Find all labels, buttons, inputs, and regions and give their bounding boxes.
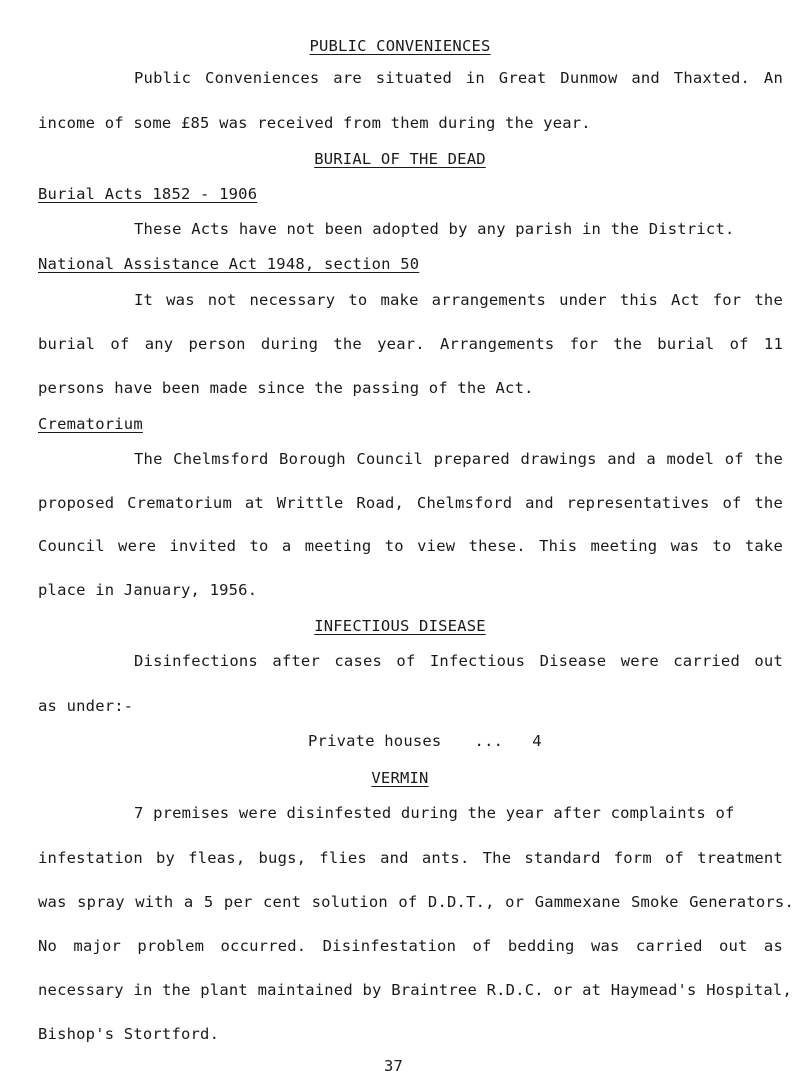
disinfection-row bbox=[308, 731, 542, 751]
paragraph-line: income of some £85 was received from them during the year. bbox=[38, 114, 591, 132]
subheading-crematorium: Crematorium bbox=[38, 415, 143, 433]
paragraph-line: Public Conveniences are situated in Great Dunmow and Thaxted. An bbox=[134, 69, 783, 87]
page-number: 37 bbox=[384, 1057, 404, 1075]
paragraph-line: was spray with a 5 per cent solution of D.D.T., or Gammexane Smoke Generators. bbox=[38, 893, 794, 911]
paragraph-line: These Acts have not been adopted by any parish in the District. bbox=[134, 220, 735, 238]
paragraph-line: necessary in the plant maintained by Braintree R.D.C. or at Haymead's Hospital, bbox=[38, 981, 792, 999]
subheading-burial-acts: Burial Acts 1852 - 1906 bbox=[38, 185, 258, 203]
heading-infectious-disease: INFECTIOUS DISEASE bbox=[314, 617, 486, 635]
paragraph-line: as under:- bbox=[38, 697, 134, 715]
paragraph-line: Bishop's Stortford. bbox=[38, 1025, 220, 1043]
paragraph-line: The Chelmsford Borough Council prepared drawings and a model of the bbox=[134, 450, 783, 468]
heading-public-conveniences: PUBLIC CONVENIENCES bbox=[309, 37, 491, 55]
paragraph-line: persons have been made since the passing of the Act. bbox=[38, 379, 534, 397]
paragraph-line: place in January, 1956. bbox=[38, 581, 258, 599]
subheading-national-assistance-act: National Assistance Act 1948, section 50 bbox=[38, 255, 420, 273]
paragraph-line: burial of any person during the year. Arrangements for the burial of 11 bbox=[38, 335, 783, 353]
paragraph-line: infestation by fleas, bugs, flies and ants. The standard form of treatment bbox=[38, 849, 783, 867]
paragraph-line: proposed Crematorium at Writtle Road, Chelmsford and representatives of the bbox=[38, 494, 783, 512]
paragraph-line: 7 premises were disinfested during the year after complaints of bbox=[134, 804, 735, 822]
paragraph-line: Council were invited to a meeting to view these. This meeting was to take bbox=[38, 537, 783, 555]
disinfection-leader: ... bbox=[474, 732, 504, 750]
paragraph-line: It was not necessary to make arrangements under this Act for the bbox=[134, 291, 783, 309]
disinfection-value: 4 bbox=[532, 732, 542, 750]
paragraph-line: Disinfections after cases of Infectious Disease were carried out bbox=[134, 652, 783, 670]
paragraph-line: No major problem occurred. Disinfestation of bedding was carried out as bbox=[38, 937, 783, 955]
heading-burial-of-the-dead: BURIAL OF THE DEAD bbox=[314, 150, 486, 168]
heading-vermin: VERMIN bbox=[371, 769, 429, 787]
disinfection-label: Private houses bbox=[308, 732, 442, 750]
